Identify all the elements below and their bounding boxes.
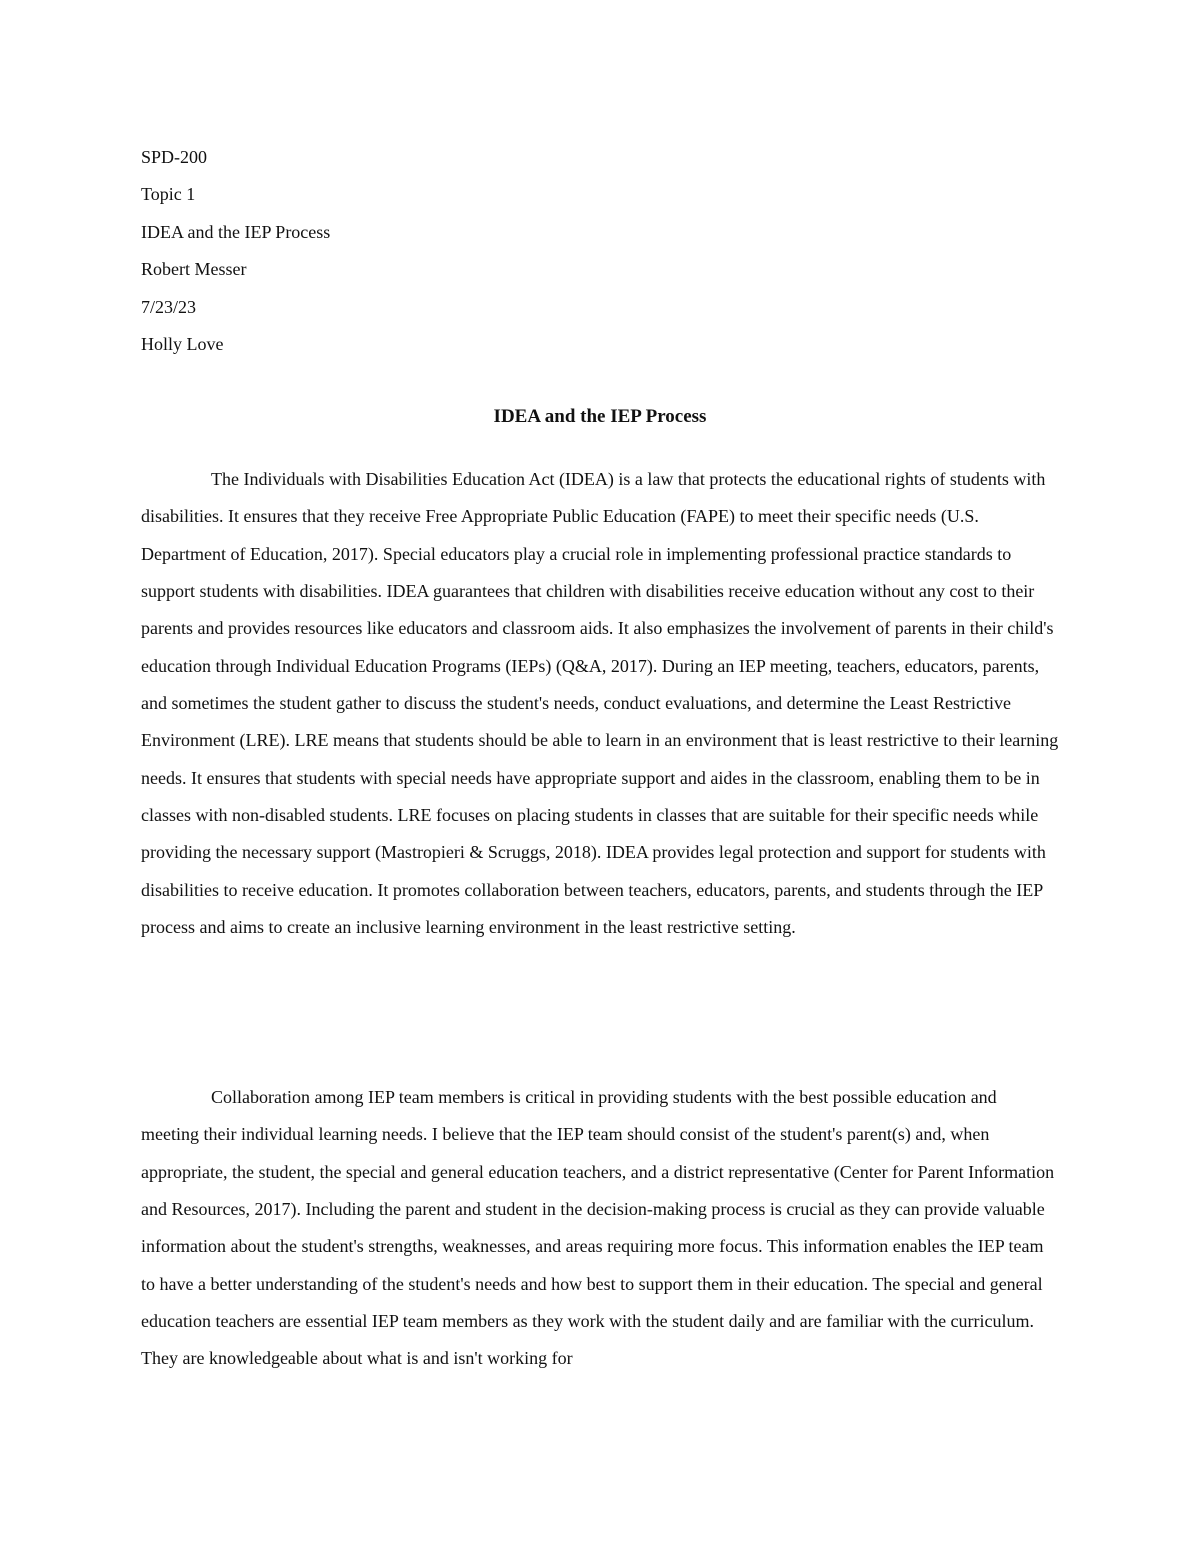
instructor-name: Holly Love	[141, 333, 224, 354]
author-name: Robert Messer	[141, 259, 247, 280]
course-code: SPD-200	[141, 147, 208, 167]
document-title: IDEA and the IEP Process	[493, 406, 707, 427]
document-header	[141, 139, 941, 363]
submission-date: 7/23/23	[141, 296, 197, 317]
body-paragraph-1: The Individuals with Disabilities Education Act (IDEA) is a law that protects the educational rights of students with disabilities. It ensures that they receive Free Appropriate Public Education (FAPE) to meet their specific needs (U.S. Department of Education, 2017). Special educators play a crucial role in implementing professional practice standards to support students with disabilities. IDEA guarantees that children with disabilities receive education without any cost to their parents and provides resources like educators and classroom aids. It also emphasizes the involvement of parents in their child's education through Individual Education Programs (IEPs) (Q&A, 2017). During an IEP meeting, teachers, educators, parents, and sometimes the student gather to discuss the student's needs, conduct evaluations, and determine the Least Restrictive Environment (LRE). LRE means that students should be able to learn in an environment that is least restrictive to their learning needs. It ensures that students with special needs have appropriate support and aides in the classroom, enabling them to be in classes with non-disabled students. LRE focuses on placing students in classes that are suitable for their specific needs while providing the necessary support (Mastropieri & Scruggs, 2018). IDEA provides legal protection and support for students with disabilities to receive education. It promotes collaboration between teachers, educators, parents, and students through the IEP process and aims to create an inclusive learning environment in the least restrictive setting.	[141, 469, 1059, 938]
assignment-title: IDEA and the IEP Process	[141, 221, 331, 242]
body-paragraph-2: Collaboration among IEP team members is critical in providing students with the best possible education and meeting their individual learning needs. I believe that the IEP team should consist of the student's parent(s) and, when appropriate, the student, the special and general education teachers, and a district representative (Center for Parent Information and Resources, 2017). Including the parent and student in the decision-making process is crucial as they can provide valuable information about the student's strengths, weaknesses, and areas requiring more focus. This information enables the IEP team to have a better understanding of the student's needs and how best to support them in their education. The special and general education teachers are essential IEP team members as they work with the student daily and are familiar with the curriculum. They are knowledgeable about what is and isn't working for	[141, 1087, 1055, 1369]
topic-label: Topic 1	[141, 184, 196, 205]
